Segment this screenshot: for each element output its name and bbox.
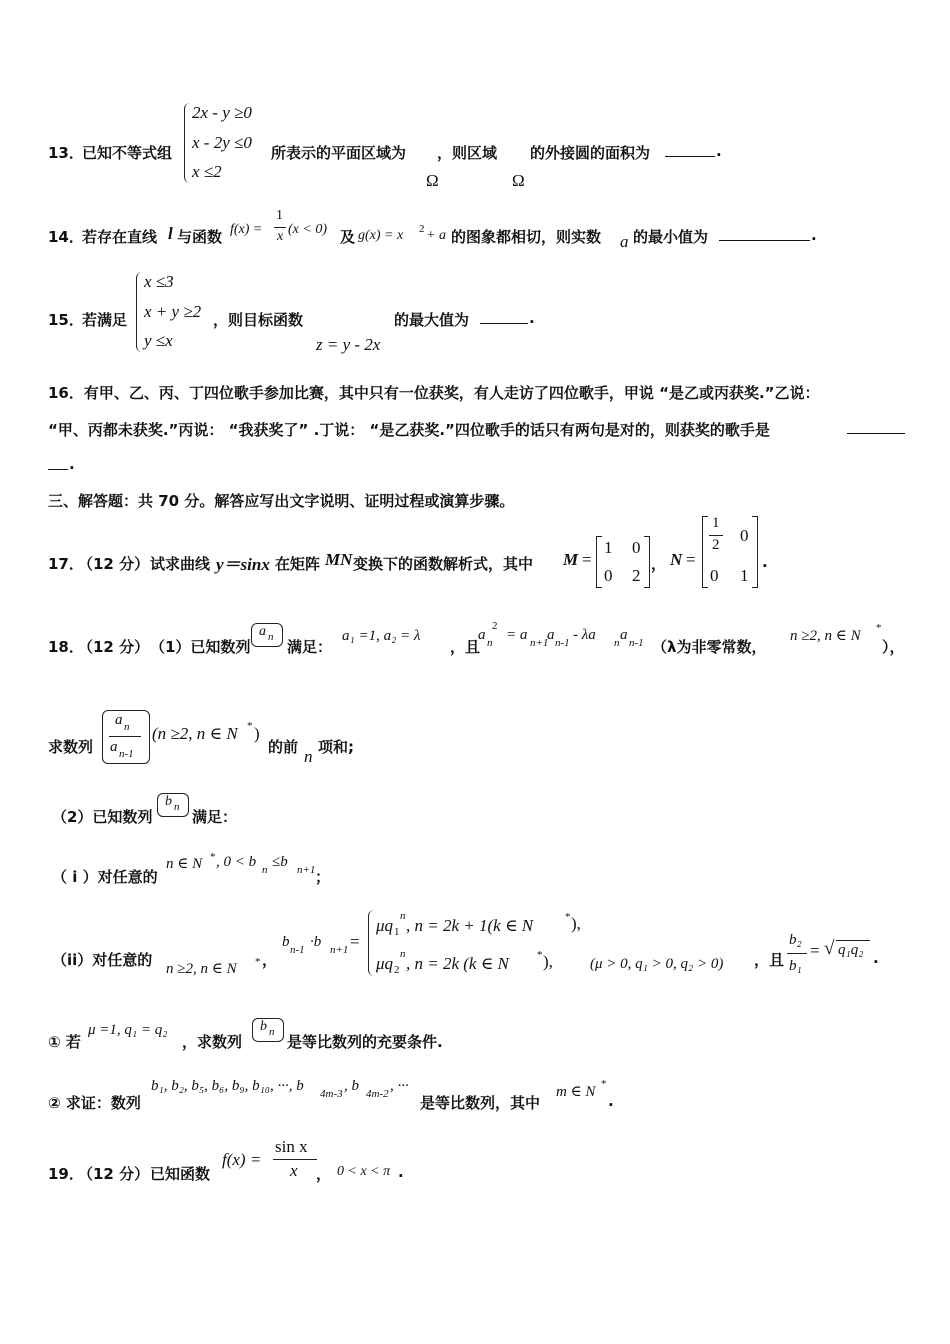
q16-answer-blank-2 [48,455,68,470]
q17-matrix-n-label: N [670,550,683,569]
q14-f-bar [274,227,286,228]
q18-c2-prefix: ② 求证：数列 [48,1094,141,1112]
q17-end: . [762,553,768,571]
q18-rec-l-exp: 2 [492,620,498,632]
q18-part2-label: （2）已知数列 [52,808,153,826]
q18-ii-dot: ·b [310,934,322,950]
q18-ii-dot-sub: n+1 [330,944,349,956]
q18-c1-prefix: ① 若 [48,1033,81,1051]
q18-part1-label: （1）已知数列 [150,638,251,656]
q18-ask-n: n [304,747,313,766]
q13-text-2: ，则区域 [437,144,498,162]
q17-n-21: 0 [710,566,719,585]
q13-omega-2: Ω [512,171,525,190]
q14-text-1: 与函数 [177,228,223,246]
q18-c2-seq3: , ··· [390,1078,409,1094]
q17-text-1: 试求曲线 [150,555,211,573]
q14-g-tail: + a [426,228,446,243]
q18-ratio-bar [109,736,141,737]
q18-i-ineq2-sub: n+1 [297,864,316,876]
q18-satisfy-2: 满足： [192,808,238,826]
q18-case-1-star: * [565,911,571,923]
q18-ii-eq: = [350,932,360,951]
q17-comma: ， [651,555,667,573]
q19-f-lhs: f(x) = [222,1150,262,1169]
q19-f-den: x [290,1161,298,1180]
q17-n-11-bar [709,535,723,536]
q19-comma: ， [316,1165,332,1183]
q18-case-2-cond: , n = 2k (k ∈ N [406,954,509,973]
q14-text-3: 的图象都相切，则实数 [451,228,602,246]
q14-a: a [620,232,629,251]
q13-prefix: 已知不等式组 [82,144,173,162]
q18-c1-post: 是等比数列的充要条件. [287,1033,443,1051]
q18-an-sub: n [268,631,274,643]
q18-i-cond-star: * [210,851,216,863]
q14-f-den: x [277,229,284,244]
q15-ineq-2: x + y ≥2 [144,302,202,321]
q14-f-num: 1 [276,208,283,223]
q18-bn-sub: n [174,801,180,813]
q18-score: （12 分） [78,638,150,656]
q18-case-1-sub: 1 [394,926,400,938]
q18-case-1-exp: n [400,910,406,922]
q17-matrix-m-label: M [563,550,579,569]
q13-ineq-1: 2x - y ≥0 [192,103,252,122]
q18-ii-prod-sub: n-1 [290,944,305,956]
q18-cond: n ≥2, n ∈ N [790,628,861,644]
q13-text-1: 所表示的平面区域为 [271,144,407,162]
q17-curve: y＝sinx [216,555,270,574]
q18-ii-cond-star: * [255,956,261,968]
q15-ineq-3: y ≤x [144,331,173,350]
q18-ask-prefix: 求数列 [48,738,94,756]
q18-ratio-num-sub: n [124,721,130,733]
q18-i-label: （ i ）对任意的 [52,868,158,886]
q18-ask-post: 项和; [318,738,354,756]
q18-c2-cond: m ∈ N [556,1084,596,1100]
q16-line-2: “甲、丙都未获奖.”丙说： “我获奖了” .丁说： “是乙获奖.”四位歌手的话只有两句是对的，则获奖的歌手是 [48,421,770,439]
q17-n-12: 0 [740,526,749,545]
q18-bn-brace [157,793,189,817]
q18-rec-r4: a [620,627,628,643]
q18-ii-prod: b [282,934,290,950]
q17-mn: MN [325,550,353,569]
q17-number: 17． [48,555,84,573]
q18-rec-r3-sub: n [614,637,620,649]
q18-ask-cond: (n ≥2, n ∈ N [152,724,238,743]
q18-i-ineq2: ≤b [272,854,288,870]
q18-ii-eq2: = [810,941,820,960]
q14-prefix: 若存在直线 [82,228,158,246]
q17-text-2: 在矩阵 [275,555,321,573]
q18-an-brace [251,623,283,647]
q18-case-2-exp: n [400,948,406,960]
q18-i-ineq-sub: n [262,864,268,876]
q14-g-exp: 2 [419,223,425,235]
q18-case-1-cond: , n = 2k + 1(k ∈ N [406,916,534,935]
q18-ii-sqrt-bar [836,940,870,941]
q19-f-num: sin x [275,1137,308,1156]
q14-text-4: 的最小值为 [633,228,709,246]
q18-case-2: μq [376,954,394,973]
q17-m-21: 0 [604,566,613,585]
q17-text-3: 变换下的函数解析式，其中 [353,555,534,573]
q14-answer-blank [719,226,810,241]
q14-text-2: 及 [340,228,356,246]
q18-c2-post: 是等比数列，其中 [420,1094,541,1112]
q19-score: （12 分） [78,1165,150,1183]
q18-ii-sqrt-sign: √ [824,938,835,959]
q15-text-1: ，则目标函数 [213,311,304,329]
q14-number: 14． [48,228,84,246]
q18-an: a [259,624,266,639]
q13-number: 13． [48,144,84,162]
q18-case-2-sub: 2 [394,964,400,976]
section-3-heading: 三、解答题：共 70 分。解答应写出文字说明、证明过程或演算步骤。 [48,492,515,510]
q13-ineq-3: x ≤2 [192,162,222,181]
q15-objective: z = y - 2x [316,335,381,354]
q18-rec-r: = a [506,627,528,643]
q15-end: . [529,309,535,327]
q17-n-22: 1 [740,566,749,585]
q18-init: a₁ =1, a₂ = λ [342,628,421,644]
q15-ineq-1: x ≤3 [144,272,174,291]
q15-number: 15． [48,311,84,329]
q18-c1-bn-sub: n [269,1026,275,1038]
q16-answer-blank-1 [847,419,905,434]
q18-ii-comma: ， [262,951,278,969]
q14-g: g(x) = x [358,228,404,243]
q19-number: 19． [48,1165,84,1183]
q18-ii-and: ，且 [754,951,785,969]
q18-rec-r3: - λa [573,627,596,643]
q18-rec-l: a [478,627,486,643]
q18-c1-cond: μ =1, q₁ = q₂ [88,1022,168,1038]
q18-satisfy: 满足： [287,638,333,656]
q13-omega-1: Ω [426,171,439,190]
q16-end: . [69,455,75,473]
q19-prefix: 已知函数 [150,1165,211,1183]
q18-cond-star: * [876,622,882,634]
q13-ineq-2: x - 2y ≤0 [192,133,252,152]
q18-rec-r2: a [547,627,555,643]
q18-c2-seq: b₁, b₂, b₅, b₆, b₉, b₁₀, ···, b [151,1078,304,1094]
q18-c2-seq-sub2: 4m-2 [366,1088,389,1100]
q18-rec-r-sub: n+1 [530,637,549,649]
q18-c2-cond-star: * [601,1078,607,1090]
q15-prefix: 若满足 [82,311,128,329]
q18-ask-mid: 的前 [268,738,299,756]
q18-ii-frac-den: b₁ [789,958,802,974]
q18-c2-seq2: , b [344,1078,359,1094]
q18-close: ）， [882,638,905,656]
q18-c2-end: . [608,1092,614,1110]
q17-n-11-den: 2 [712,537,720,553]
q17-n-11-num: 1 [712,515,720,531]
q18-ii-frac-num: b₂ [789,932,802,948]
q18-ii-params: (μ > 0, q₁ > 0, q₂ > 0) [590,956,724,972]
q14-f-lhs: f(x) = [230,222,263,237]
q16-line-1: 16．有甲、乙、丙、丁四位歌手参加比赛，其中只有一位获奖，有人走访了四位歌手，甲说 “是乙或丙获奖.”乙说： [48,384,820,402]
q18-c2-seq-sub1: 4m-3 [320,1088,343,1100]
q17-m-11: 1 [604,538,613,557]
q18-i-ineq: , 0 < b [216,854,257,870]
q18-case-2-end: ), [543,952,553,971]
q18-c1-bn-brace [252,1018,284,1042]
q18-case-1-end: ), [571,914,581,933]
q18-ask-cond-close: ) [254,724,260,743]
q17-m-22: 2 [632,566,641,585]
q18-number: 18． [48,638,84,656]
q18-bn: b [165,794,172,809]
q18-case-2-star: * [537,949,543,961]
q15-text-2: 的最大值为 [394,311,470,329]
q13-answer-blank [665,142,715,157]
q18-ratio-den-sub: n-1 [119,748,134,760]
q19-end: . [398,1163,404,1181]
q19-cond: 0 < x < π [337,1164,391,1179]
q18-ask-cond-star: * [247,720,253,732]
q15-answer-blank [480,309,528,324]
q18-lambda-note: （λ为非零常数， [652,638,767,656]
q18-ii-cond: n ≥2, n ∈ N [166,961,237,977]
q18-ii-label: （ii）对任意的 [52,951,153,969]
q18-ii-sqrt: q₁q₂ [838,942,864,958]
q14-f-cond: (x < 0) [288,222,327,237]
q18-ratio-num: a [115,712,123,728]
q17-matrix-m-eq: = [582,550,592,569]
q18-i-end: ； [315,868,331,886]
q18-rec-r2-sub: n-1 [555,637,570,649]
q17-m-12: 0 [632,538,641,557]
q17-score: （12 分） [78,555,150,573]
q18-c1-mid: ，求数列 [182,1033,243,1051]
q18-i-cond: n ∈ N [166,856,203,872]
q13-end: . [716,142,722,160]
q18-case-1: μq [376,916,394,935]
q19-f-bar [273,1159,317,1160]
q18-ii-frac-bar [787,953,807,954]
q18-rec-r4-sub: n-1 [629,637,644,649]
q14-end: . [811,226,817,244]
q18-and: ，且 [450,638,481,656]
q14-line-l: l [168,224,173,243]
q18-ratio-den: a [110,739,118,755]
q17-matrix-n-eq: = [686,550,696,569]
q18-rec-l-sub: n [487,637,493,649]
q18-ii-end: . [873,949,879,967]
q18-c1-bn: b [260,1019,267,1034]
q13-text-3: 的外接圆的面积为 [530,144,651,162]
